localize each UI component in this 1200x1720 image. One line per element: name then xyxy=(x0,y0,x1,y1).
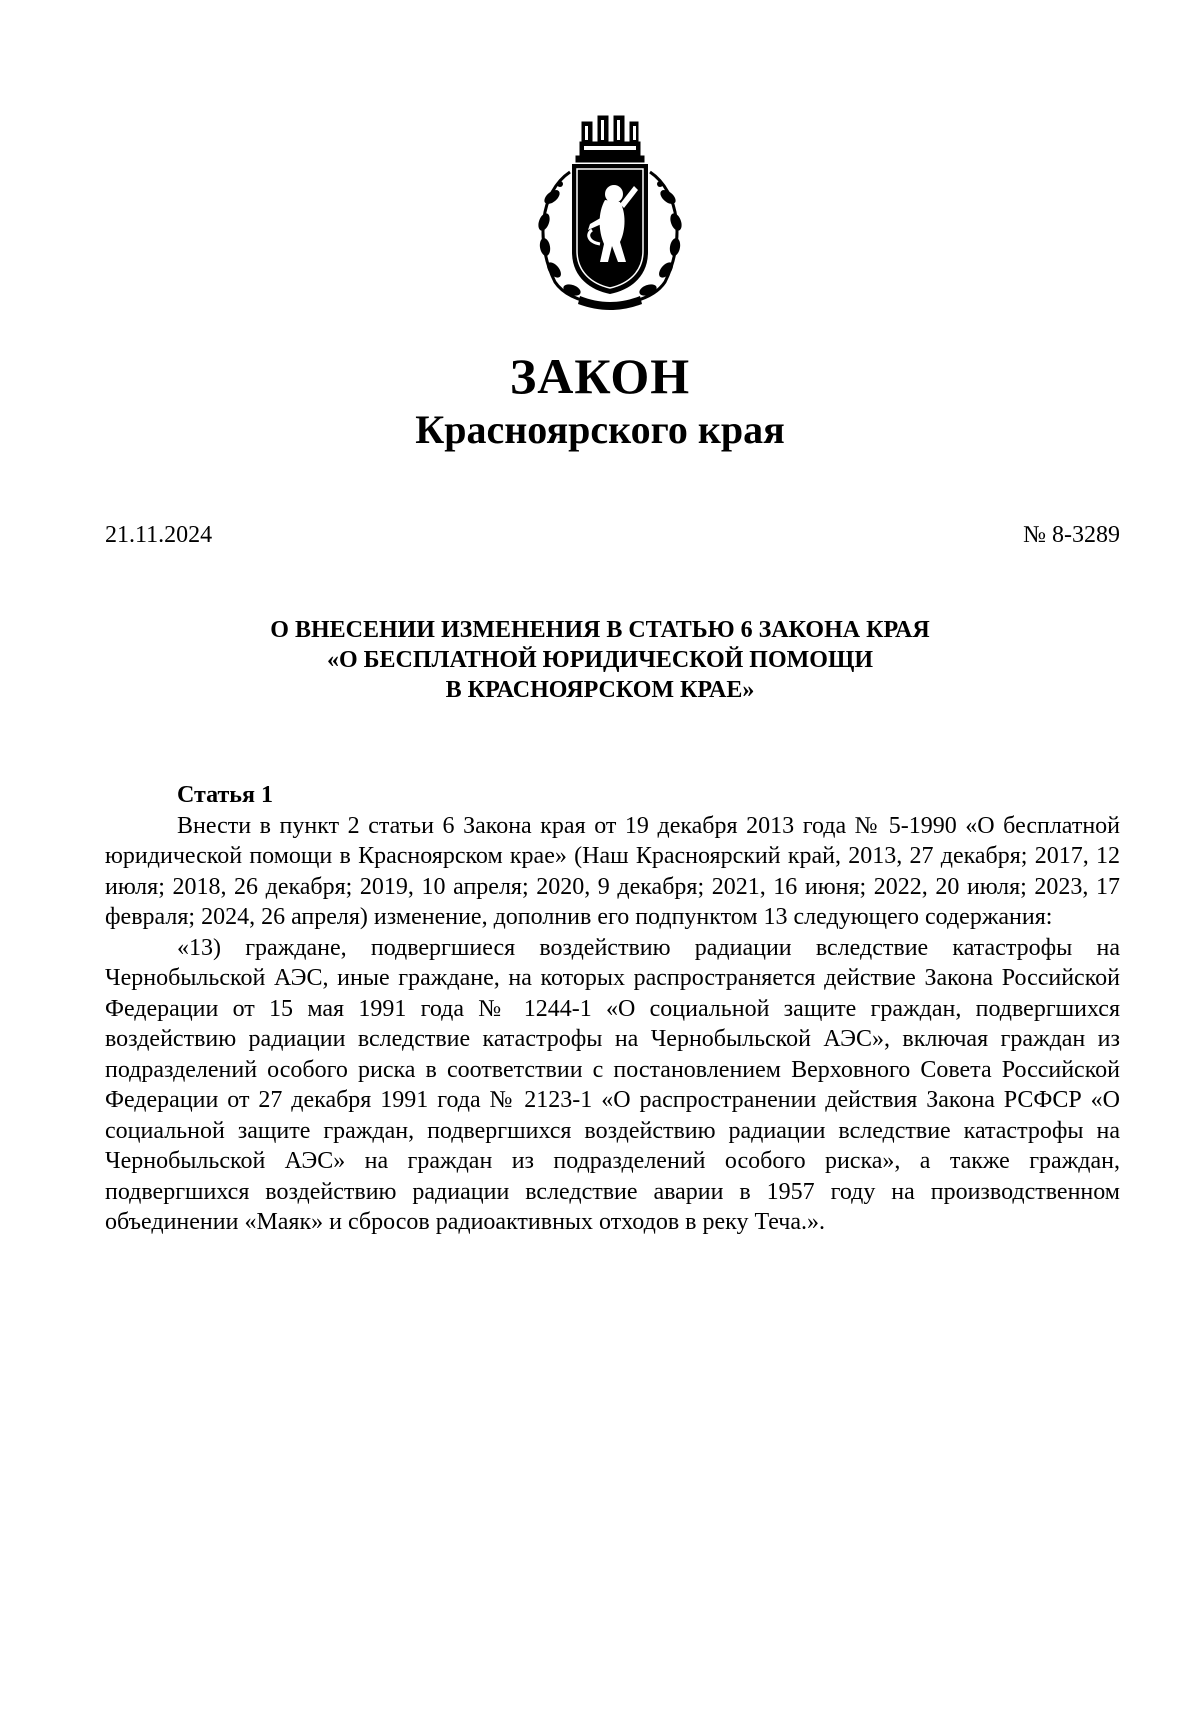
heading-line-3: В КРАСНОЯРСКОМ КРАЕ» xyxy=(445,677,755,703)
law-heading xyxy=(0,615,1200,705)
article-paragraph-1: Внести в пункт 2 статьи 6 Закона края от 19 декабря 2013 года № 5-1990 «О бесплатной юридической помощи в Красноярском крае» (Наш Красноярский край, 2013, 27 декабря; 2017, 12 июля; 2018, 26 декабря; 2019, 10 апреля; 2020, 9 декабря; 2021, 16 июня; 2022, 20 июля; 2023, 17 февраля; 2024, 26 апреля) изменение, дополнив его подпунктом 13 следующего содержания: xyxy=(105,812,1120,930)
krasnoyarsk-coat-of-arms-icon xyxy=(530,112,690,312)
law-subtitle: Красноярского края xyxy=(415,407,785,452)
article-title: Статья 1 xyxy=(177,782,273,808)
article-paragraph-2: «13) граждане, подвергшиеся воздействию радиации вследствие катастрофы на Чернобыльской АЭС, иные граждане, на которых распространяется действие Закона Российской Федерации от 15 мая 1991 года № 1244-1 «О социальной защите граждан, подвергшихся воздействию радиации вследствие катастрофы на Чернобыльской АЭС», включая граждан из подразделений особого риска в соответствии с постановлением Верховного Совета Российской Федерации от 27 декабря 1991 года № 2123-1 «О распространении действия Закона РСФСР «О социальной защите граждан, подвергшихся воздействию радиации вследствие катастрофы на Чернобыльской АЭС» на граждан из подразделений особого риска», а также граждан, подвергшихся воздействию радиации вследствие аварии в 1957 году на производственном объединении «Маяк» и сбросов радиоактивных отходов в реку Теча.». xyxy=(105,934,1120,1235)
law-number: № 8-3289 xyxy=(1023,522,1120,548)
law-title: ЗАКОН xyxy=(509,348,691,404)
article-body xyxy=(105,780,1120,1238)
law-date: 21.11.2024 xyxy=(105,522,213,548)
heading-line-1: О ВНЕСЕНИИ ИЗМЕНЕНИЯ В СТАТЬЮ 6 ЗАКОНА КРАЯ xyxy=(270,617,930,643)
heading-line-2: «О БЕСПЛАТНОЙ ЮРИДИЧЕСКОЙ ПОМОЩИ xyxy=(327,647,873,673)
